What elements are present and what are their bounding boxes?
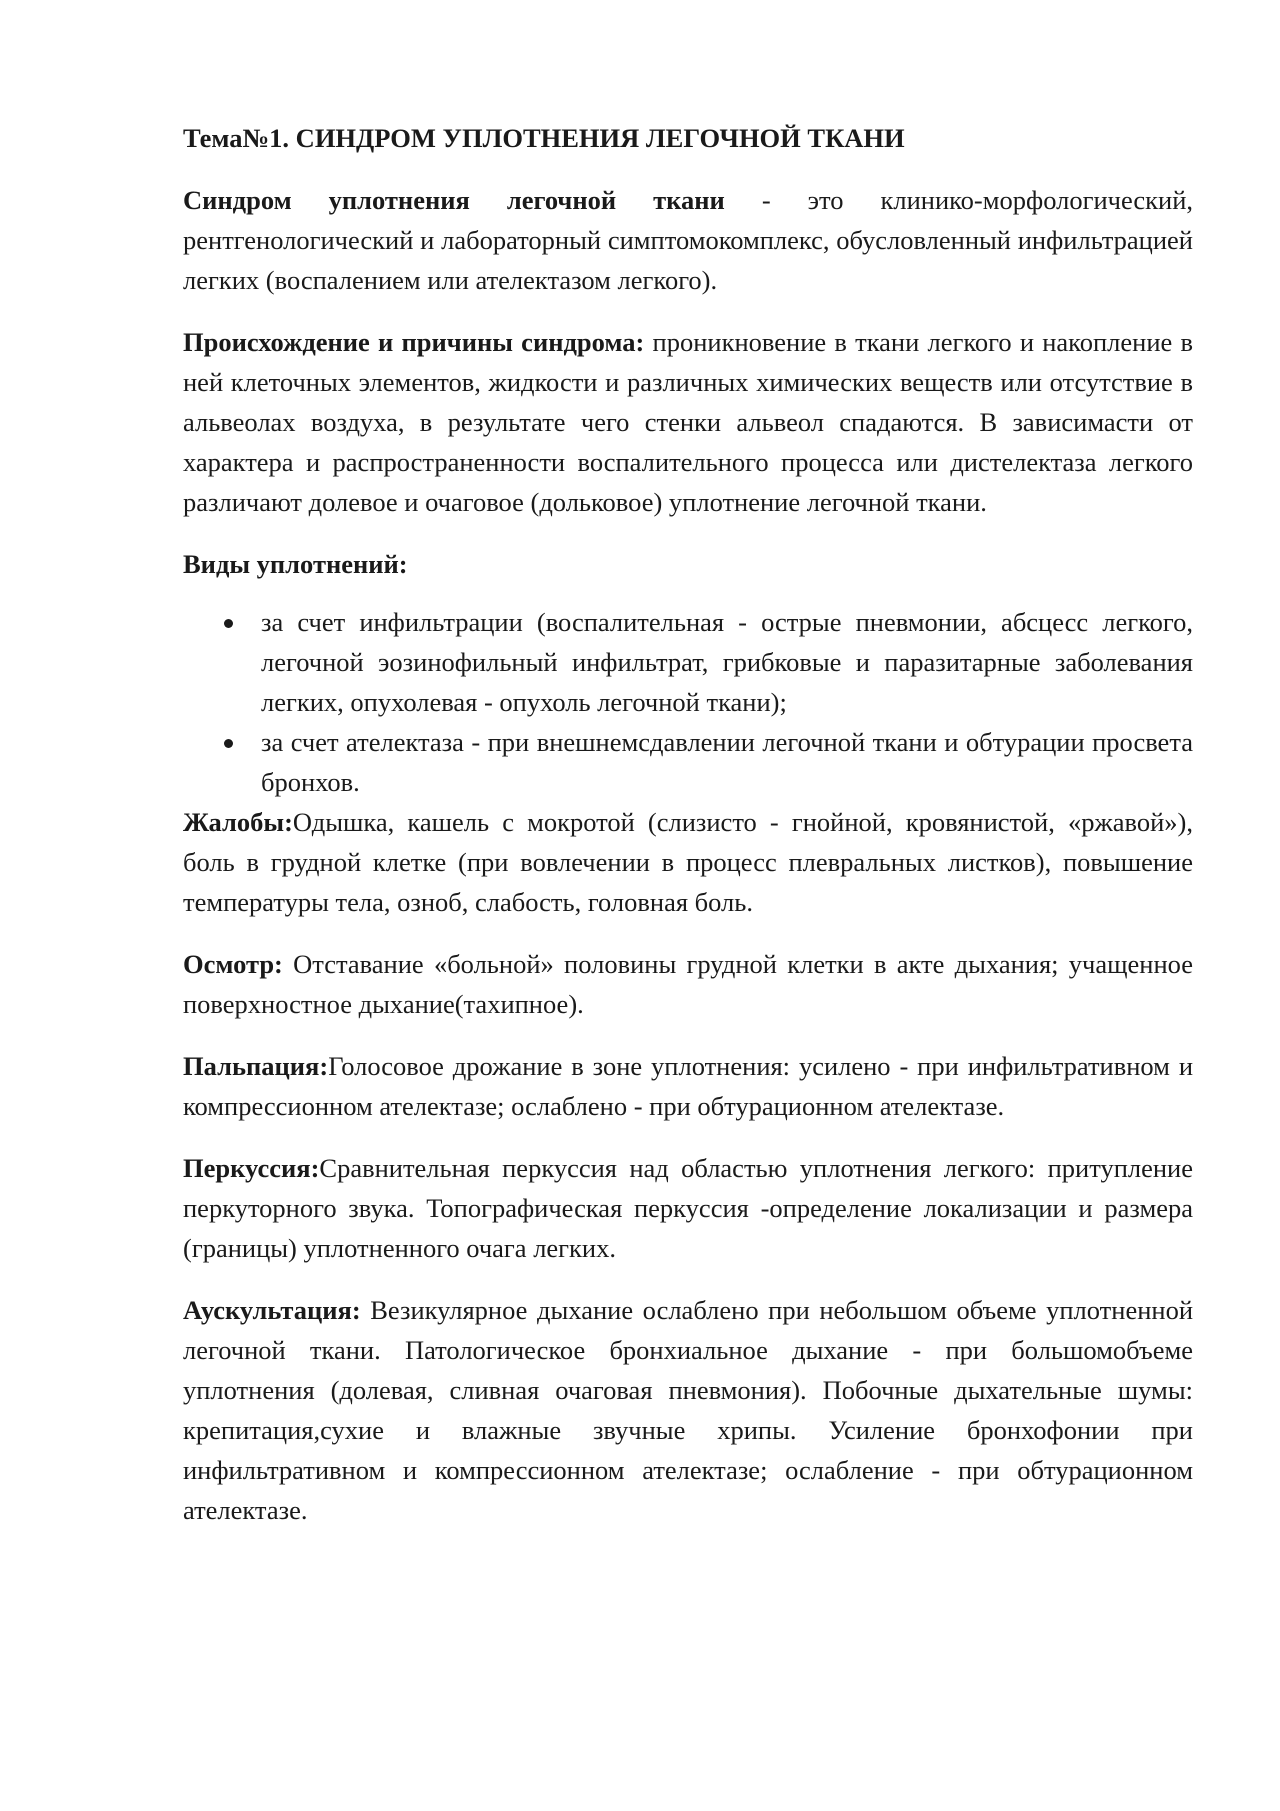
types-heading: Виды уплотнений: [183,549,408,579]
auscultation-paragraph [183,1290,1193,1530]
types-list [183,602,1193,802]
auscultation-text: Везикулярное дыхание ослаблено при небольшом объеме уплотненной легочной ткани. Патологическое бронхиальное дыхание - при большомобъеме уплотнения (долевая, сливная очаговая пневмония). Побочные дыхательные шумы: крепитация,сухие и влажные звучные хрипы. Усиление бронхофонии при инфильтративном и компрессионном ателектазе; ослабление - при обтурационном ателектазе. [183,1295,1193,1525]
definition-label: Синдром уплотнения легочной ткани [183,185,725,215]
page-title: Тема№1. СИНДРОМ УПЛОТНЕНИЯ ЛЕГОЧНОЙ ТКАНИ [183,123,905,153]
definition-paragraph [183,180,1193,300]
list-item [183,602,1193,722]
percussion-paragraph [183,1148,1193,1268]
palpation-text: Голосовое дрожание в зоне уплотнения: усилено - при инфильтративном и компрессионном ателектазе; ослаблено - при обтурационном ателектазе. [183,1051,1193,1121]
complaints-paragraph [183,802,1193,922]
list-item [183,722,1193,802]
palpation-paragraph [183,1046,1193,1126]
bullet-icon [224,619,233,628]
origin-label: Происхождение и причины синдрома: [183,327,645,357]
list-item-text: за счет инфильтрации (воспалительная - острые пневмонии, абсцесс легкого, легочной эозинофильный инфильтрат, грибковые и паразитарные заболевания легких, опухолевая - опухоль легочной ткани); [261,607,1193,717]
bullet-icon [224,739,233,748]
list-item-text: за счет ателектаза - при внешнемсдавлении легочной ткани и обтурации просвета бронхов. [261,727,1193,797]
inspection-label: Осмотр: [183,949,283,979]
definition-text: - это клинико-морфологический, рентгенологический и лабораторный симптомокомплекс, обусловленный инфильтрацией легких (воспалением или ателектазом легкого). [183,185,1193,295]
origin-paragraph [183,322,1193,522]
inspection-text: Отставание «больной» половины грудной клетки в акте дыхания; учащенное поверхностное дыхание(тахипное). [183,949,1193,1019]
palpation-label: Пальпация: [183,1051,329,1081]
auscultation-label: Аускультация: [183,1295,361,1325]
percussion-text: Сравнительная перкуссия над областью уплотнения легкого: притупление перкуторного звука. Топографическая перкуссия -определение локализации и размера (границы) уплотненного очага легких. [183,1153,1193,1263]
complaints-text: Одышка, кашель с мокротой (слизисто - гнойной, кровянистой, «ржавой»), боль в грудной клетке (при вовлечении в процесс плевральных листков), повышение температуры тела, озноб, слабость, головная боль. [183,807,1193,917]
complaints-label: Жалобы: [183,807,293,837]
inspection-paragraph [183,944,1193,1024]
origin-text: проникновение в ткани легкого и накопление в ней клеточных элементов, жидкости и различных химических веществ или отсутствие в альвеолах воздуха, в результате чего стенки альвеол спадаются. В зависимасти от характера и распространенности воспалительного процесса или дистелектаза легкого различают долевое и очаговое (дольковое) уплотнение легочной ткани. [183,327,1193,517]
percussion-label: Перкуссия: [183,1153,320,1183]
document-page [183,118,1193,1552]
